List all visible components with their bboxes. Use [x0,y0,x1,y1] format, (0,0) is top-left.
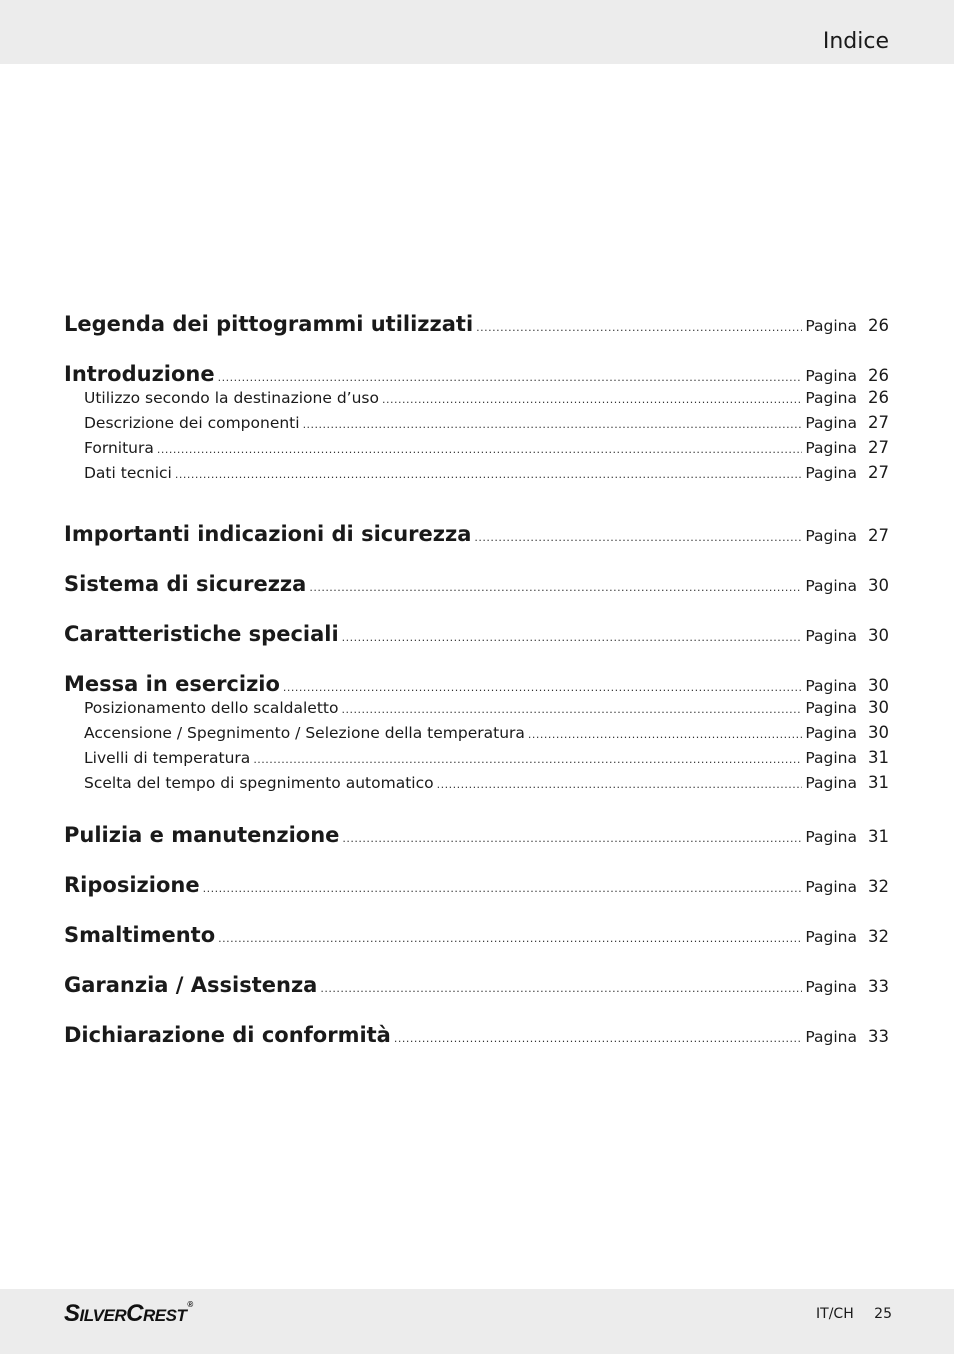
toc-entry[interactable] [64,622,889,646]
toc-entry-title: Legenda dei pittogrammi utilizzati [64,312,474,336]
toc-page-number: 30 [868,698,889,717]
toc-page-number: 27 [868,463,889,482]
toc-page-number: 26 [868,388,889,407]
toc-page-number: 27 [868,526,889,545]
toc-page-label: Pagina [805,699,857,717]
toc-entry-title: Garanzia / Assistenza [64,973,318,997]
dot-leader [253,753,802,766]
toc-subentry[interactable] [84,463,889,487]
toc-entry-title: Scelta del tempo di spegnimento automatico [84,774,434,792]
toc-subentry[interactable] [84,748,889,772]
toc-page-number: 33 [868,977,889,996]
toc-entry-title: Riposizione [64,873,200,897]
dot-leader [218,371,803,384]
toc-page-number: 30 [868,676,889,695]
toc-entry-title: Dichiarazione di conformità [64,1023,391,1047]
toc-page-label: Pagina [805,774,857,792]
toc-page-label: Pagina [805,577,857,595]
toc-page-label: Pagina [805,627,857,645]
toc-entry[interactable] [64,312,889,336]
dot-leader [342,832,802,845]
toc-page-label: Pagina [805,724,857,742]
toc-entry-title: Sistema di sicurezza [64,572,307,596]
toc-page-label: Pagina [805,389,857,407]
toc-page-label: Pagina [805,878,857,896]
dot-leader [218,932,802,945]
dot-leader [474,531,802,544]
toc-entry-title: Descrizione dei componenti [84,414,300,432]
toc-page-number: 32 [868,927,889,946]
toc-subentry[interactable] [84,773,889,797]
page-number: 25 [874,1306,892,1322]
toc-entry-title: Utilizzo secondo la destinazione d’uso [84,389,379,407]
toc-entry-title: Accensione / Spegnimento / Selezione della temperatura [84,724,525,742]
toc-page-label: Pagina [805,527,857,545]
toc-page-label: Pagina [805,928,857,946]
dot-leader [394,1032,803,1045]
toc-entry-title: Livelli di temperatura [84,749,251,767]
toc-entry[interactable] [64,923,889,947]
dot-leader [203,882,803,895]
toc-page-label: Pagina [805,1028,857,1046]
toc-subentry[interactable] [84,413,889,437]
dot-leader [382,393,802,406]
language-code: IT/CH [816,1306,854,1322]
toc-page-label: Pagina [805,978,857,996]
dot-leader [476,321,802,334]
toc-entry-title: Messa in esercizio [64,672,280,696]
toc-entry-title: Pulizia e manutenzione [64,823,340,847]
dot-leader [283,681,802,694]
dot-leader [342,631,803,644]
toc-page-label: Pagina [805,317,857,335]
toc-page-number: 31 [868,748,889,767]
dot-leader [528,728,802,741]
page-title: Indice [822,29,889,54]
toc-page-number: 26 [868,316,889,335]
dot-leader [303,418,803,431]
toc-entry-title: Posizionamento dello scaldaletto [84,699,339,717]
toc-page-label: Pagina [805,414,857,432]
toc-page-number: 26 [868,366,889,385]
toc-entry-title: Introduzione [64,362,215,386]
brand-logo: SILVERCREST® [64,1300,193,1327]
toc-page-label: Pagina [805,439,857,457]
toc-entry-title: Fornitura [84,439,154,457]
toc-subentry[interactable] [84,723,889,747]
toc-page-number: 30 [868,576,889,595]
dot-leader [157,443,803,456]
toc-subentry[interactable] [84,438,889,462]
toc-page-number: 30 [868,626,889,645]
toc-page-label: Pagina [805,828,857,846]
toc-entry-title: Caratteristiche speciali [64,622,339,646]
toc-entry[interactable] [64,1023,889,1047]
toc-entry-title: Importanti indicazioni di sicurezza [64,522,472,546]
toc-entry[interactable] [64,823,889,847]
toc-page-label: Pagina [805,367,857,385]
dot-leader [320,982,802,995]
toc-entry-title: Dati tecnici [84,464,172,482]
toc-page-number: 31 [868,773,889,792]
toc-entry-title: Smaltimento [64,923,216,947]
dot-leader [341,703,802,716]
toc-subentry[interactable] [84,698,889,722]
toc-page-label: Pagina [805,677,857,695]
toc-entry[interactable] [64,362,889,386]
dot-leader [437,778,803,791]
toc-page-number: 27 [868,413,889,432]
toc-entry[interactable] [64,672,889,696]
toc-page-number: 31 [868,827,889,846]
footer-info [816,1306,892,1322]
toc-page-label: Pagina [805,749,857,767]
toc-entry[interactable] [64,572,889,596]
toc-page-number: 32 [868,877,889,896]
toc-entry[interactable] [64,873,889,897]
toc-entry[interactable] [64,973,889,997]
header-band [0,0,954,64]
toc-page-number: 27 [868,438,889,457]
toc-entry[interactable] [64,522,889,546]
dot-leader [175,468,803,481]
toc-subentry[interactable] [84,388,889,412]
dot-leader [309,581,802,594]
toc-page-label: Pagina [805,464,857,482]
toc-page-number: 30 [868,723,889,742]
toc-page-number: 33 [868,1027,889,1046]
